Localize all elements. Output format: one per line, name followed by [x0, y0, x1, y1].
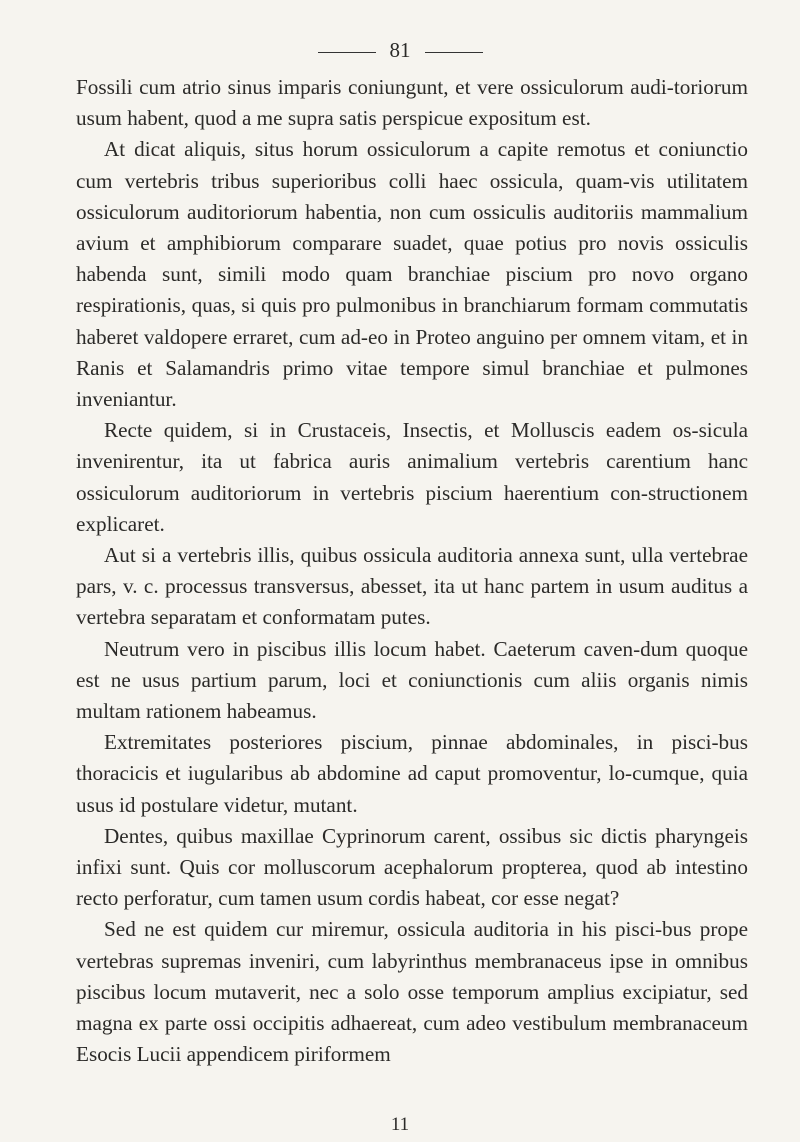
page-header [0, 38, 800, 63]
paragraph: Fossili cum atrio sinus imparis coniungunt, et vere ossiculorum audi-toriorum usum habent, quod a me supra satis perspicue expositum est. [76, 75, 748, 131]
header-rule-right [425, 52, 483, 53]
paragraph: Dentes, quibus maxillae Cyprinorum carent, ossibus sic dictis pharyngeis infixi sunt. Quis cor molluscorum acephalorum propterea, quod ab intestino recto perforatur, cum tamen usum cordis habeat, cor esse negat? [76, 823, 748, 911]
header-rule-left [318, 52, 376, 53]
paragraph: Neutrum vero in piscibus illis locum habet. Caeterum caven-dum quoque est ne usus partium parum, loci et coniunctionis cum aliis organis nimis multam rationem habeamus. [76, 636, 748, 724]
paragraph: Recte quidem, si in Crustaceis, Insectis, et Molluscis eadem os-sicula invenirentur, ita ut fabrica auris animalium vertebris carentium hanc ossiculorum auditoriorum in vertebris piscium haerentium con-structionem explicaret. [76, 418, 748, 536]
page-number: 81 [389, 38, 411, 62]
signature-mark: 11 [390, 1114, 410, 1135]
paragraph: At dicat aliquis, situs horum ossiculorum a capite remotus et coniunctio cum vertebris tribus superioribus colli haec ossicula, quam-vis utilitatem ossiculorum auditoriorum habentia, non cum ossiculis auditoriis mammalium avium et amphibiorum comparare suadet, quae potius pro novis ossiculis habenda sunt, simili modo quam branchiae piscium pro novo organo respirationis, quas, si quis pro pulmonibus in branchiarum formam commutatis haberet valdopere erraret, cum ad-eo in Proteo anguino per omnem vitam, et in Ranis et Salamandris primo vitae tempore simul branchiae et pulmones inveniantur. [76, 137, 748, 412]
paragraph: Extremitates posteriores piscium, pinnae abdominales, in pisci-bus thoracicis et iugularibus ab abdomine ad caput promoventur, lo-cumque, quia usus id postulare videtur, mutant. [76, 730, 748, 817]
paragraph: Aut si a vertebris illis, quibus ossicula auditoria annexa sunt, ulla vertebrae pars, v. c. processus transversus, abesset, ita ut hanc partem in usum auditus a vertebra separatam et conformatam putes. [76, 543, 748, 630]
paragraph: Sed ne est quidem cur miremur, ossicula auditoria in his pisci-bus prope vertebras supremas inveniri, cum labyrinthus membranaceus ipse in omnibus piscibus locum mutaverit, nec a solo osse temporum amplius excipiatur, sed magna ex parte ossi occipitis adhaereat, cum adeo vestibulum membranaceum Esocis Lucii appendicem piriformem [76, 917, 748, 1067]
body-text [76, 72, 748, 1071]
